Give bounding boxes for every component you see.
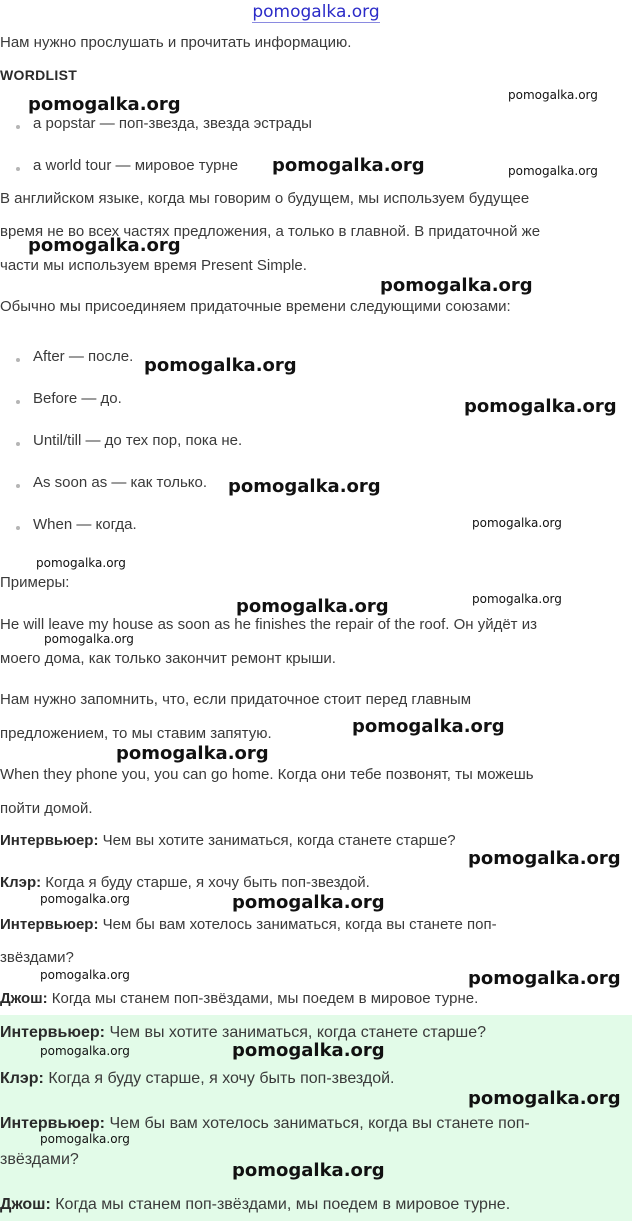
watermark: pomogalka.org	[36, 556, 126, 570]
watermark: pomogalka.org	[472, 516, 562, 530]
dialogue-text: Чем бы вам хотелось заниматься, когда вы станете поп-	[98, 916, 497, 933]
rule-line-2: время не во всех частях предложения, а только в главной. В придаточной же	[0, 223, 541, 240]
bullet-dot	[16, 125, 20, 129]
conjunction-item: As soon as — как только.	[33, 474, 208, 491]
bullet-dot	[16, 442, 20, 446]
bullet-dot	[16, 400, 20, 404]
watermark: pomogalka.org	[28, 235, 181, 256]
watermark: pomogalka.org	[44, 632, 134, 646]
example-line-2: моего дома, как только закончит ремонт крыши.	[0, 650, 336, 667]
watermark: pomogalka.org	[272, 155, 425, 176]
watermark: pomogalka.org	[116, 743, 269, 764]
bullet-dot	[16, 526, 20, 530]
watermark: pomogalka.org	[40, 1132, 130, 1146]
dialogue-text: Когда я буду старше, я хочу быть поп-звездой.	[41, 874, 370, 891]
bullet-dot	[16, 484, 20, 488]
watermark: pomogalka.org	[380, 275, 533, 296]
watermark: pomogalka.org	[232, 892, 385, 913]
dialogue-text: Чем вы хотите заниматься, когда станете старше?	[105, 1024, 487, 1041]
example-line-1: He will leave my house as soon as he finishes the repair of the roof. Он уйдёт из	[0, 616, 537, 633]
conjunctions-intro: Обычно мы присоединяем придаточные времени следующими союзами:	[0, 298, 511, 315]
dialogue-text: Когда мы станем поп-звёздами, мы поедем в мировое турне.	[50, 1196, 511, 1213]
watermark: pomogalka.org	[28, 94, 181, 115]
intro-text: Нам нужно прослушать и прочитать информацию.	[0, 34, 352, 51]
example2-line-2: пойти домой.	[0, 800, 93, 817]
watermark: pomogalka.org	[232, 1160, 385, 1181]
dialogue-continuation: звёздами?	[0, 949, 74, 966]
dialogue-line	[0, 916, 497, 934]
watermark: pomogalka.org	[40, 892, 130, 906]
site-name[interactable]: pomogalka.org	[252, 2, 380, 22]
rule-line-1: В английском языке, когда мы говорим о будущем, мы используем будущее	[0, 190, 530, 207]
conjunction-item: Before — до.	[33, 390, 122, 407]
watermark: pomogalka.org	[468, 848, 621, 869]
rule-line-3: части мы используем время Present Simple.	[0, 257, 307, 274]
example2-line-1: When they phone you, you can go home. Когда они тебе позвонят, ты можешь	[0, 766, 534, 783]
speaker-name: Интервьюер:	[0, 1024, 106, 1041]
dialogue-line-highlighted	[0, 1115, 530, 1133]
watermark: pomogalka.org	[464, 396, 617, 417]
watermark: pomogalka.org	[508, 88, 598, 102]
speaker-name: Джош:	[0, 1196, 51, 1213]
speaker-name: Интервьюер:	[0, 916, 99, 933]
conjunction-item: Until/till — до тех пор, пока не.	[33, 432, 243, 449]
dialogue-line-highlighted	[0, 1196, 510, 1214]
comma-note-line-1: Нам нужно запомнить, что, если придаточное стоит перед главным	[0, 691, 472, 708]
dialogue-line	[0, 832, 456, 850]
dialogue-line	[0, 990, 478, 1008]
speaker-name: Интервьюер:	[0, 832, 99, 849]
watermark: pomogalka.org	[40, 1044, 130, 1058]
watermark: pomogalka.org	[144, 355, 297, 376]
watermark: pomogalka.org	[232, 1040, 385, 1061]
watermark: pomogalka.org	[508, 164, 598, 178]
examples-label: Примеры:	[0, 574, 70, 591]
wordlist-item: a popstar — поп-звезда, звезда эстрады	[33, 115, 312, 132]
dialogue-continuation-highlighted: звёздами?	[0, 1151, 79, 1168]
bullet-dot	[16, 167, 20, 171]
dialogue-text: Когда я буду старше, я хочу быть поп-звездой.	[43, 1070, 395, 1087]
watermark: pomogalka.org	[468, 1088, 621, 1109]
conjunction-item: After — после.	[33, 348, 134, 365]
site-header-link[interactable]	[0, 2, 632, 22]
speaker-name: Клэр:	[0, 874, 42, 891]
dialogue-text: Чем вы хотите заниматься, когда станете старше?	[98, 832, 456, 849]
speaker-name: Интервьюер:	[0, 1115, 106, 1132]
comma-note-line-2: предложением, то мы ставим запятую.	[0, 725, 272, 742]
speaker-name: Клэр:	[0, 1070, 44, 1087]
dialogue-line-highlighted	[0, 1070, 394, 1088]
watermark: pomogalka.org	[228, 476, 381, 497]
wordlist-item: a world tour — мировое турне	[33, 157, 239, 174]
conjunction-item: When — когда.	[33, 516, 137, 533]
wordlist-title: WORDLIST	[0, 67, 78, 83]
dialogue-text: Когда мы станем поп-звёздами, мы поедем в мировое турне.	[47, 990, 479, 1007]
watermark: pomogalka.org	[352, 716, 505, 737]
dialogue-text: Чем бы вам хотелось заниматься, когда вы станете поп-	[105, 1115, 530, 1132]
watermark: pomogalka.org	[40, 968, 130, 982]
watermark: pomogalka.org	[468, 968, 621, 989]
watermark: pomogalka.org	[236, 596, 389, 617]
speaker-name: Джош:	[0, 990, 48, 1007]
dialogue-line	[0, 874, 370, 892]
watermark: pomogalka.org	[472, 592, 562, 606]
bullet-dot	[16, 358, 20, 362]
